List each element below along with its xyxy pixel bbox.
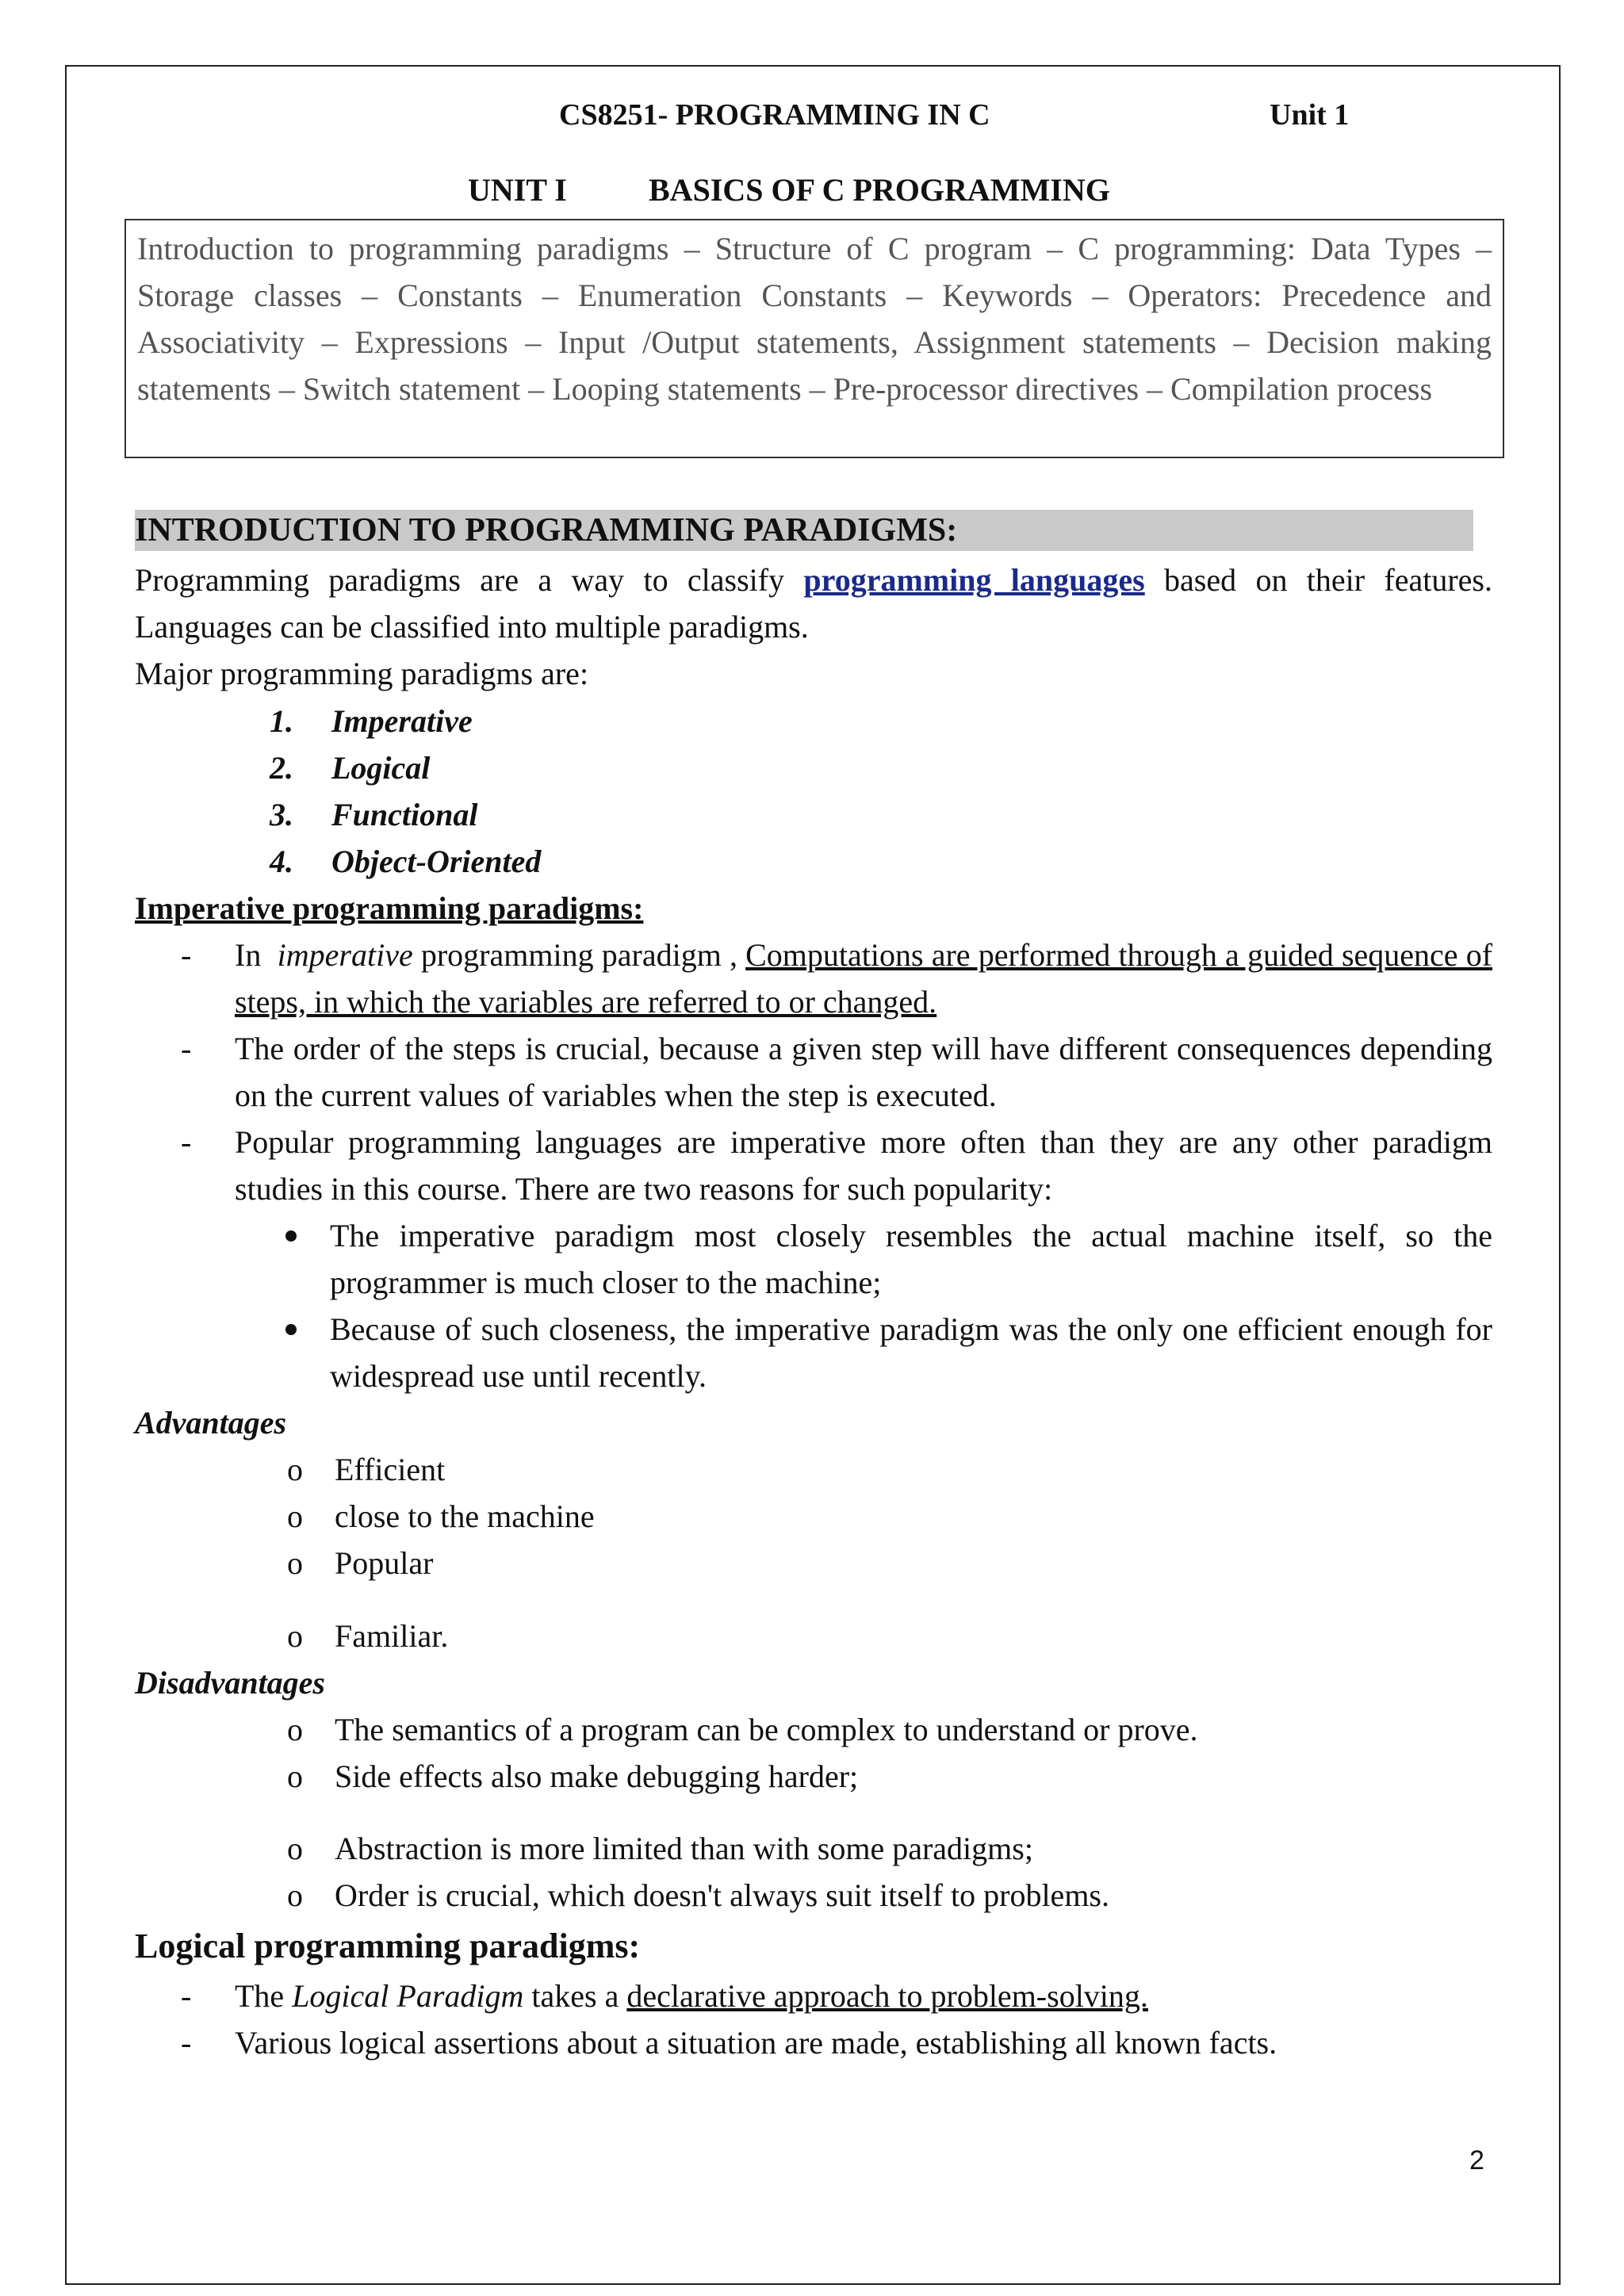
major-paradigms-line: Major programming paradigms are: [135,656,589,691]
logical-heading: Logical programming paradigms: [135,1927,641,1965]
list-item: 3. Functional [270,797,478,832]
advantage-item: o Popular [287,1545,434,1581]
advantage-item: o close to the machine [287,1498,595,1534]
unit-name: BASICS OF C PROGRAMMING [649,172,1110,208]
unit-number: UNIT I [468,172,567,208]
bullet-icon [285,1230,297,1242]
page-number: 2 [1469,2145,1484,2175]
imperative-item-3: - Popular programming languages are imperative more often than they are any other paradigm studies in this course. There are two reasons for such popularity: [181,1124,1492,1207]
disadvantage-item: o Abstraction is more limited than with some paradigms; [287,1831,1033,1866]
advantage-item: o Familiar. [287,1618,449,1654]
advantage-item: o Efficient [287,1452,446,1487]
imperative-heading: Imperative programming paradigms: [135,890,644,926]
disadvantages-heading: Disadvantages [135,1665,325,1701]
paradigm-list [270,698,541,885]
intro-paragraph [135,557,1492,650]
list-item: 4. Object-Oriented [270,844,542,879]
programming-languages-link[interactable]: programming languages [803,562,1145,598]
section-title: INTRODUCTION TO PROGRAMMING PARADIGMS: [135,512,958,549]
bullet-icon [285,1324,297,1335]
advantages-heading: Advantages [135,1405,287,1441]
bullet-item-1: The imperative paradigm most closely resembles the actual machine itself, so the programmer is much closer to the machine; [285,1212,1492,1306]
disadvantage-item: o Order is crucial, which doesn't always suit itself to problems. [287,1877,1109,1913]
disadvantage-item: o Side effects also make debugging harder; [287,1758,859,1794]
syllabus-box: Introduction to programming paradigms – Structure of C program – C programming: Data Types – Storage classes – Constants – Enumeration Constants – Keywords – Operators: Precedence and Associativity – Expressions – Input /Output statements, Assignment statements – Decision making statements – Switch statement – Looping statements – Pre-processor directives – Compilation process [124,219,1504,458]
intro-text-after: based on their features. Languages can be classified into multiple paradigms. [135,562,1492,645]
logical-item-1: - The Logical Paradigm takes a declarative approach to problem-solving. [181,1978,1148,2014]
disadvantage-item: o The semantics of a program can be complex to understand or prove. [287,1712,1198,1747]
bullet-item-2: Because of such closeness, the imperative paradigm was the only one efficient enough for widespread use until recently. [285,1306,1492,1399]
unit-label: Unit 1 [1270,98,1350,132]
course-header: CS8251- PROGRAMMING IN C [559,98,990,132]
imperative-item-2: - The order of the steps is crucial, because a given step will have different consequences depending on the current values of variables when the step is executed. [181,1031,1492,1113]
list-item: 2. Logical [270,750,431,786]
logical-item-2: - Various logical assertions about a situation are made, establishing all known facts. [181,2025,1277,2061]
imperative-item-1: - In imperative programming paradigm , Computations are performed through a guided sequence of steps, in which the variables are referred to or changed. [181,937,1493,1020]
intro-text-before: Programming paradigms are a way to classify [135,562,785,598]
list-item: 1. Imperative [270,703,473,739]
